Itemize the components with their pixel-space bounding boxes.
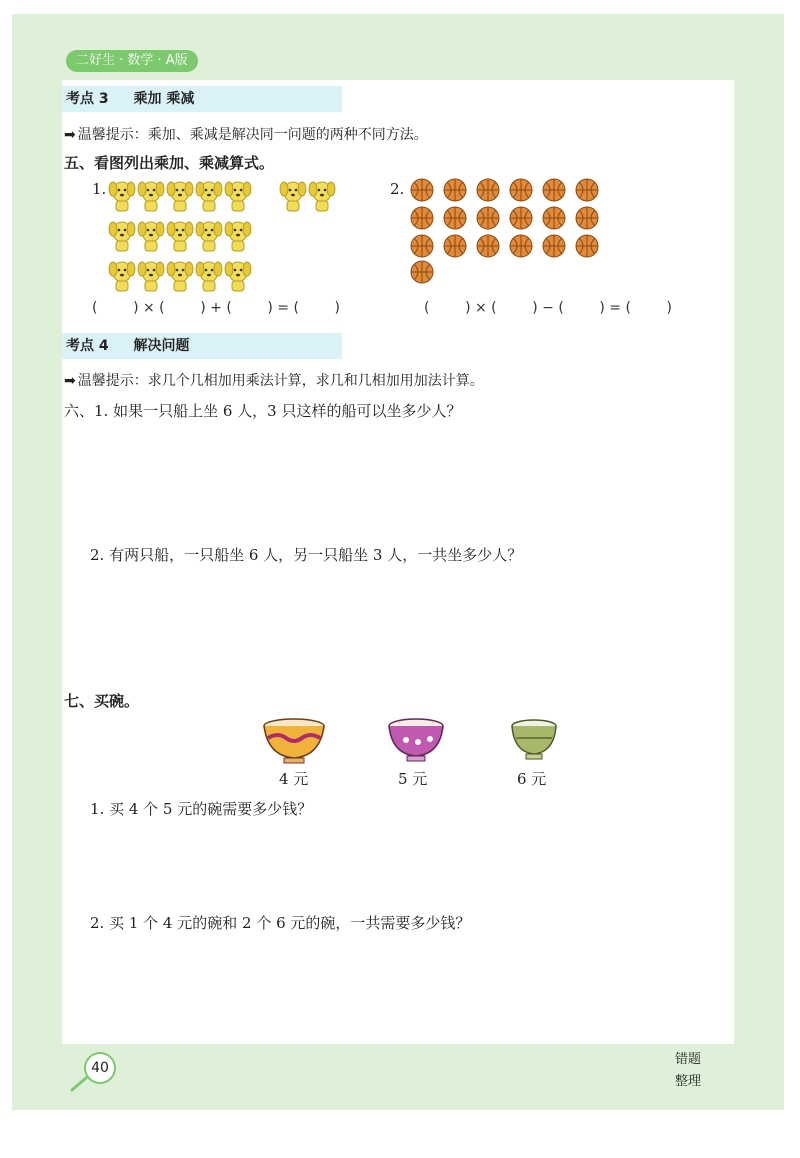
footer-label-1: 错题 — [675, 1052, 702, 1067]
price-3: 6 元 — [517, 770, 547, 788]
q5-1-number: 1. — [92, 180, 107, 198]
bowl-icon-purple — [389, 719, 443, 761]
tip-2 — [64, 370, 484, 390]
arrow-icon: ➡ — [64, 373, 76, 389]
section-7-title: 七、买碗。 — [64, 692, 140, 710]
footer-label-2: 整理 — [675, 1074, 702, 1089]
price-1: 4 元 — [279, 770, 309, 788]
tip-1-text: 温馨提示：乘加、乘减是解决同一问题的两种不同方法。 — [77, 127, 428, 143]
kp3-label: 考点 3 — [66, 91, 109, 107]
footer-band — [12, 1046, 784, 1110]
kp4-bar — [62, 333, 342, 359]
question-7-1: 1. 买 4 个 5 元的碗需要多少钱？ — [90, 800, 313, 818]
bowl-icon-yellow — [264, 719, 324, 763]
section-5-title: 五、看图列出乘加、乘减算式。 — [64, 154, 275, 172]
equation-2: ( ) × ( ) − ( ) = ( ) — [424, 300, 672, 316]
kp3-bar — [62, 86, 342, 112]
tip-1 — [64, 124, 428, 144]
kp3-title: 乘加 乘减 — [133, 91, 195, 107]
kp4-label: 考点 4 — [66, 338, 109, 354]
question-6-2: 2. 有两只船，一只船坐 6 人，另一只船坐 3 人，一共坐多少人？ — [90, 546, 523, 564]
kp4-title: 解决问题 — [133, 338, 190, 354]
dogs-picture — [108, 176, 340, 294]
tip-2-text: 温馨提示：求几个几相加用乘法计算，求几和几相加用加法计算。 — [77, 373, 484, 389]
price-2: 5 元 — [398, 770, 428, 788]
bowls-picture — [258, 714, 558, 770]
question-6-1: 六、1. 如果一只船上坐 6 人，3 只这样的船可以坐多少人？ — [64, 402, 462, 420]
book-header: 二好生 · 数学 · A版 — [66, 50, 198, 72]
page-number: 40 — [84, 1052, 116, 1084]
q5-2-number: 2. — [390, 180, 405, 198]
bowl-icon-green — [512, 720, 556, 759]
question-7-2: 2. 买 1 个 4 元的碗和 2 个 6 元的碗，一共需要多少钱？ — [90, 914, 471, 932]
basketballs-picture — [406, 178, 602, 286]
equation-1: ( ) × ( ) + ( ) = ( ) — [92, 300, 340, 316]
pencil-icon — [70, 1076, 92, 1092]
arrow-icon: ➡ — [64, 127, 76, 143]
